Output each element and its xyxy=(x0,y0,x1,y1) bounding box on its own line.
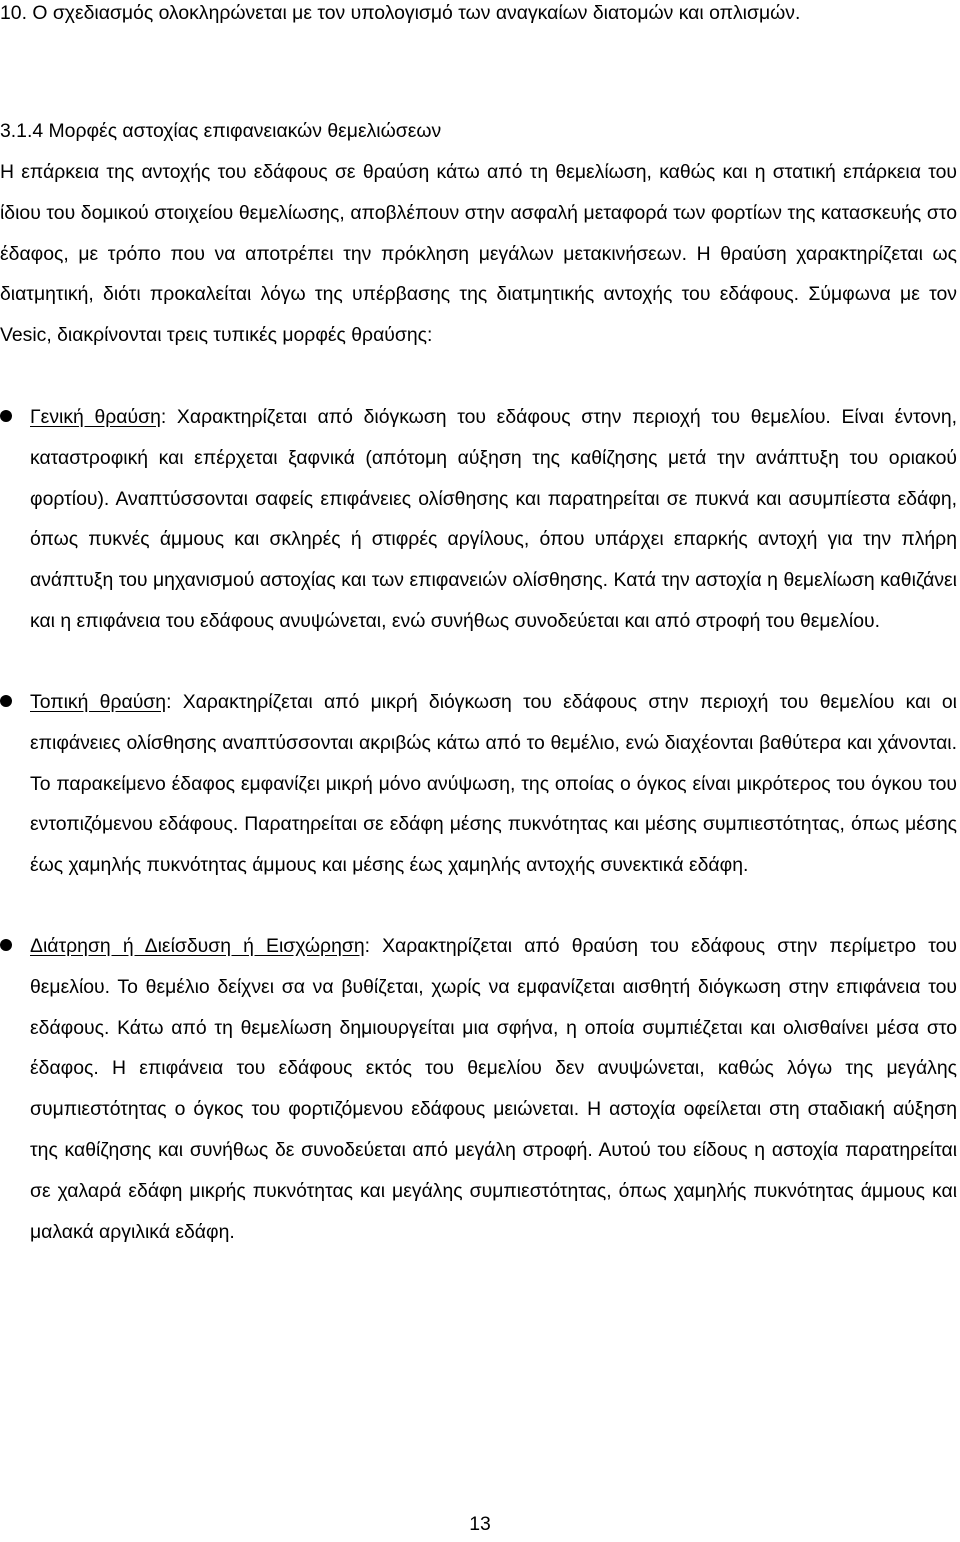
intro-item-10: 10. Ο σχεδιασμός ολοκληρώνεται με τον υπολογισμό των αναγκαίων διατομών και οπλισμών. xyxy=(0,2,801,24)
bullet-item-local-failure xyxy=(0,682,957,886)
bullet-item-general-failure xyxy=(0,397,957,642)
bullet-icon xyxy=(0,410,12,422)
section-paragraph: Η επάρκεια της αντοχής του εδάφους σε θραύση κάτω από τη θεμελίωση, καθώς και η στατική επάρκεια του ίδιου του δομικού στοιχείου θεμελίωσης, αποβλέπουν στην ασφαλή μεταφορά των φορτίων της κατασκευής στο έδαφος, με τρόπο που να αποτρέπει την πρόκληση μεγάλων μετακινήσεων. Η θραύση χαρακτηρίζεται ως διατμητική, διότι προκαλείται λόγω της υπέρβασης της διατμητικής αντοχής του εδάφους. Σύμφωνα με τον Vesic, διακρίνονται τρεις τυπικές μορφές θραύσης: xyxy=(0,161,957,347)
bullet-paragraph xyxy=(0,682,957,886)
page-number: 13 xyxy=(469,1513,491,1535)
bullet-text: : Χαρακτηρίζεται από θραύση του εδάφους στην περίμετρο του θεμελίου. Το θεμέλιο δείχνει σα να βυθίζεται, χωρίς να εμφανίζεται αισθητή διόγκωση στην επιφάνεια του εδάφους. Κάτω από τη θεμελίωση δημιουργείται μια σφήνα, η οποία συμπιέζεται και ολισθαίνει μέσα στο έδαφος. Η επιφάνεια του εδάφους εκτός του θεμελίου δεν ανυψώνεται, καθώς λόγω της μεγάλης συμπιεστότητας ο όγκος του φορτιζόμενου εδάφους μειώνεται. Η αστοχία οφείλεται στη σταδιακή αύξηση της καθίζησης και συνήθως δε συνοδεύεται από μεγάλη στροφή. Αυτού του είδους η αστοχία παρατηρείται σε χαλαρά εδάφη μικρής πυκνότητας και μεγάλης συμπιεστότητας, όπως χαμηλής πυκνότητας άμμους και μαλακά αργιλικά εδάφη. xyxy=(30,935,957,1243)
bullet-term: Τοπική θραύση xyxy=(30,691,167,713)
bullet-item-punching-failure xyxy=(0,926,957,1252)
bullet-term: Διάτρηση ή Διείσδυση ή Εισχώρηση xyxy=(30,935,365,957)
bullet-text: : Χαρακτηρίζεται από μικρή διόγκωση του εδάφους στην περιοχή του θεμελίου και οι επιφάνειες ολίσθησης αναπτύσσονται ακριβώς κάτω από το θεμέλιο, ενώ διαχέονται βαθύτερα και χάνονται. Το παρακείμενο έδαφος εμφανίζει μικρή μόνο ανύψωση, της οποίας ο όγκος είναι μικρότερος του όγκου του εντοπιζόμενου εδάφους. Παρατηρείται σε εδάφη μέσης πυκνότητας και μέσης συμπιεστότητας, όπως μέσης έως χαμηλής πυκνότητας άμμους και μέσης έως χαμηλής αντοχής συνεκτικά εδάφη. xyxy=(30,691,957,877)
bullet-icon xyxy=(0,939,12,951)
bullet-paragraph xyxy=(0,397,957,642)
bullet-icon xyxy=(0,695,12,707)
bullet-text: : Χαρακτηρίζεται από διόγκωση του εδάφους στην περιοχή του θεμελίου. Είναι έντονη, καταστροφική και επέρχεται ξαφνικά (απότομη αύξηση της καθίζησης μετά την ανάπτυξη του οριακού φορτίου). Αναπτύσσονται σαφείς επιφάνειες ολίσθησης και παρατηρείται σε πυκνά και ασυμπίεστα εδάφη, όπως πυκνές άμμους και σκληρές ή στιφρές αργίλους, όπου υπάρχει επαρκής αντοχή για την πλήρη ανάπτυξη του μηχανισμού αστοχίας και των επιφανειών ολίσθησης. Κατά την αστοχία η θεμελίωση καθιζάνει και η επιφάνεια του εδάφους ανυψώνεται, ενώ συνήθως συνοδεύεται και από στροφή του θεμελίου. xyxy=(30,406,958,632)
section-heading: 3.1.4 Μορφές αστοχίας επιφανειακών θεμελιώσεων xyxy=(0,120,442,142)
bullet-term: Γενική θραύση xyxy=(30,406,161,428)
bullet-paragraph xyxy=(0,926,957,1252)
